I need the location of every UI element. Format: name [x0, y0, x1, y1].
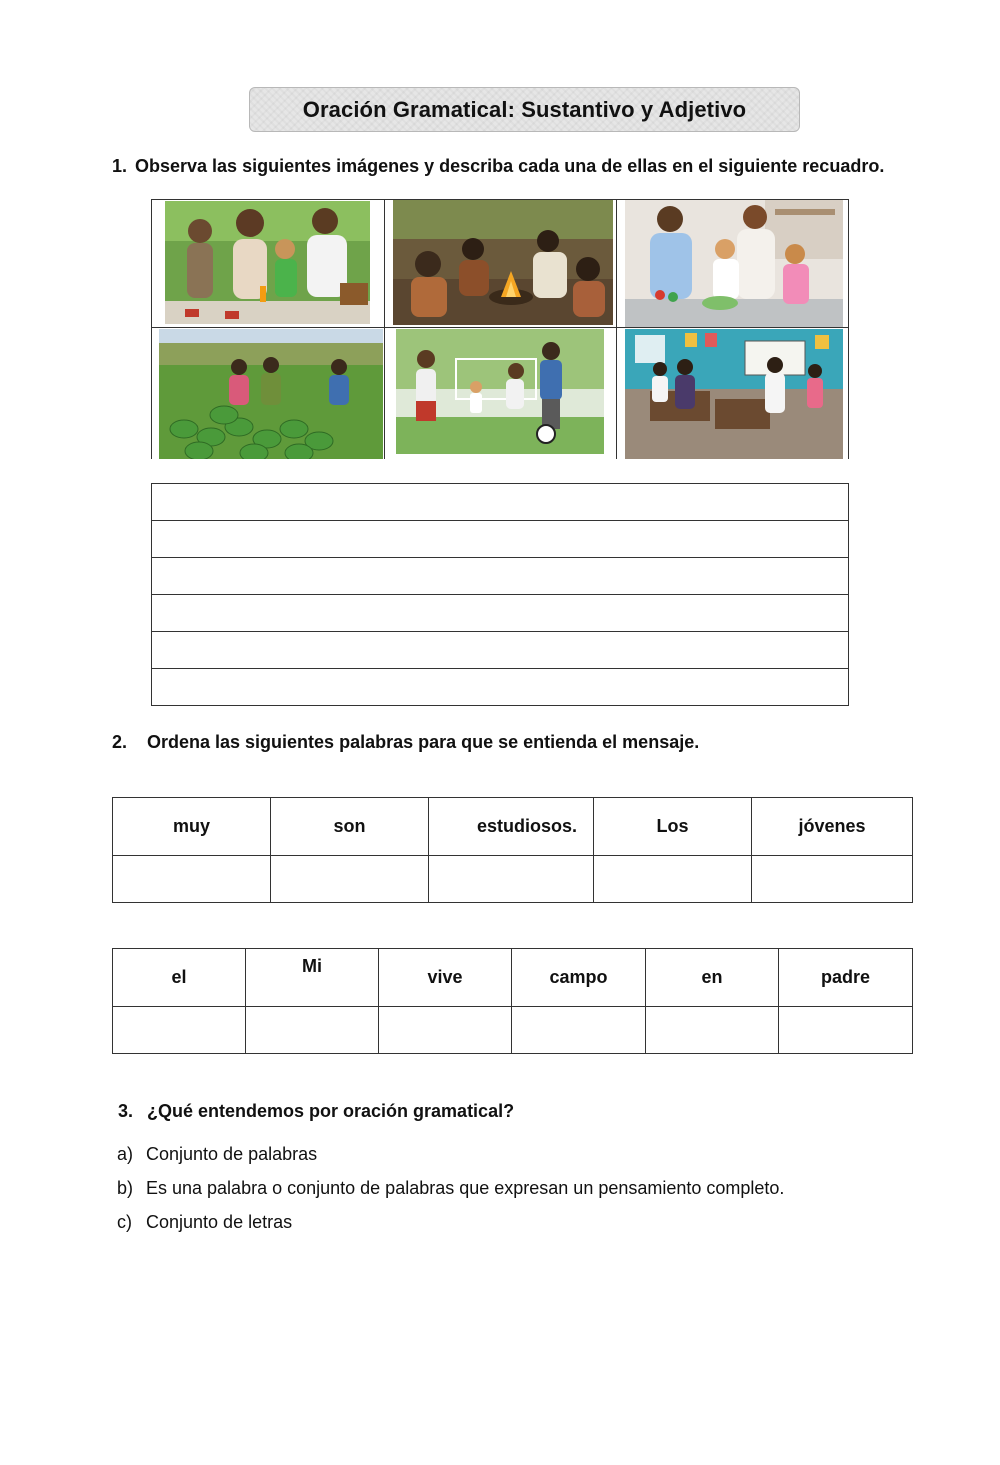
option-text: Conjunto de letras — [146, 1212, 293, 1232]
word-cell: campo — [512, 949, 646, 1007]
writing-line[interactable] — [152, 669, 848, 706]
word-cell: estudiosos. — [429, 798, 594, 856]
word-cell: vive — [379, 949, 512, 1007]
word-cell-text: Mi — [302, 956, 322, 976]
answer-cell[interactable] — [113, 1007, 246, 1054]
word-cell: el — [113, 949, 246, 1007]
writing-box[interactable] — [151, 483, 849, 706]
answer-cell[interactable] — [594, 856, 752, 903]
question-3-number: 3. — [118, 1101, 134, 1121]
writing-line[interactable] — [152, 558, 848, 595]
answer-cell[interactable] — [779, 1007, 913, 1054]
option-letter: b) — [117, 1178, 134, 1198]
word-cell: Los — [594, 798, 752, 856]
answer-cell[interactable] — [646, 1007, 779, 1054]
word-cell: muy — [113, 798, 271, 856]
option-letter: c) — [117, 1212, 132, 1232]
question-1-text: Observa las siguientes imágenes y describa cada una de ellas en el siguiente recuadro. — [135, 156, 885, 176]
word-order-table-1 — [112, 797, 913, 903]
word-cell: padre — [779, 949, 913, 1007]
photo-grid-lines — [151, 199, 849, 459]
page-title: Oración Gramatical: Sustantivo y Adjetivo — [302, 96, 747, 122]
title-banner — [249, 87, 800, 132]
photo-grid — [151, 199, 849, 459]
word-cell — [246, 949, 379, 1007]
answer-cell[interactable] — [752, 856, 913, 903]
question-3-text: ¿Qué entendemos por oración gramatical? — [147, 1101, 515, 1121]
answer-cell[interactable] — [246, 1007, 379, 1054]
option-text: Es una palabra o conjunto de palabras que expresan un pensamiento completo. — [146, 1178, 785, 1198]
option-text: Conjunto de palabras — [146, 1144, 318, 1164]
answer-cell[interactable] — [271, 856, 429, 903]
writing-line[interactable] — [152, 632, 848, 669]
writing-line[interactable] — [152, 484, 848, 521]
word-cell: en — [646, 949, 779, 1007]
word-cell: son — [271, 798, 429, 856]
answer-cell[interactable] — [512, 1007, 646, 1054]
word-cell: jóvenes — [752, 798, 913, 856]
answer-cell[interactable] — [429, 856, 594, 903]
answer-cell[interactable] — [379, 1007, 512, 1054]
word-order-table-2 — [112, 948, 913, 1054]
question-2-number: 2. — [112, 732, 128, 752]
answer-cell[interactable] — [113, 856, 271, 903]
writing-line[interactable] — [152, 595, 848, 632]
writing-line[interactable] — [152, 521, 848, 558]
option-letter: a) — [117, 1144, 134, 1164]
question-1-number: 1. — [112, 156, 128, 176]
question-2-text: Ordena las siguientes palabras para que se entienda el mensaje. — [147, 732, 700, 752]
